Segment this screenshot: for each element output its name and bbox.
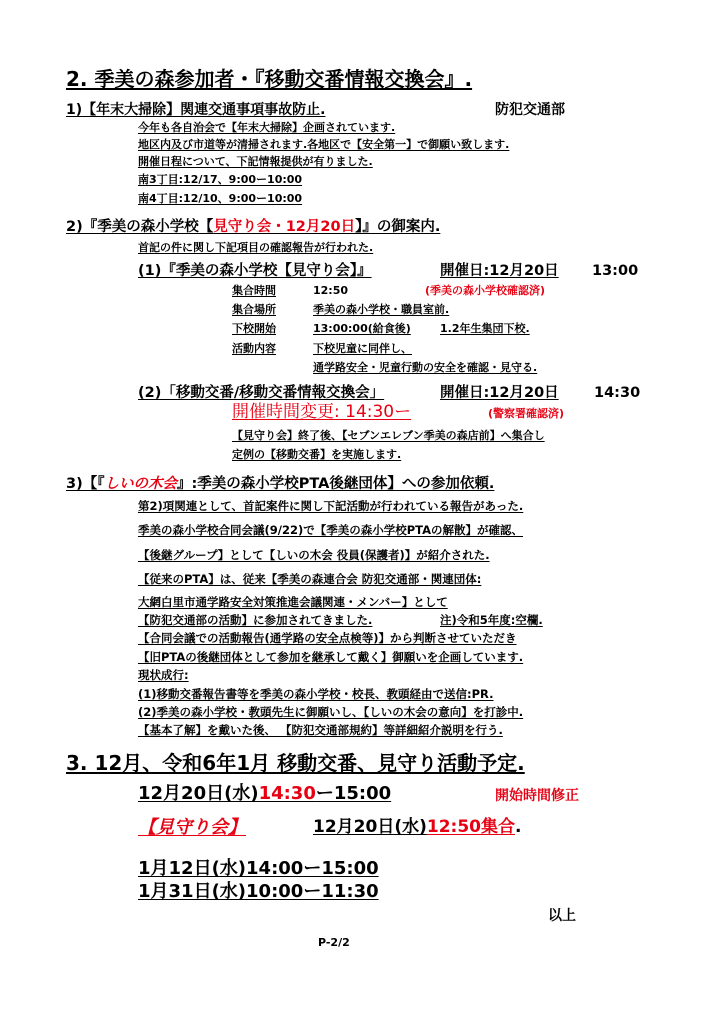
sub-1-row-4-label: 活動内容 bbox=[232, 342, 276, 355]
item-3-heading-highlight: しいの木会 bbox=[104, 476, 177, 492]
sub-1-row-4-value-2: 通学路安全・児童行動の安全を確認・見守る. bbox=[313, 361, 538, 374]
closing-text: 以上 bbox=[548, 908, 576, 924]
item-2-heading-pre: 2)『季美の森小学校【 bbox=[66, 219, 214, 235]
page-number: P-2/2 bbox=[318, 936, 350, 949]
sub-1-date: 開催日:12月20日 bbox=[440, 263, 559, 279]
schedule-2-label: 【見守り会】 bbox=[138, 817, 246, 838]
schedule-1-end: ー15:00 bbox=[315, 783, 392, 804]
item-3-line-1: 第2)項関連として、首記案件に関し下記活動が行われている報告があった. bbox=[138, 499, 524, 513]
schedule-2-date: 12月20日(水) bbox=[313, 817, 427, 837]
sub-1-row-1-note: (季美の森小学校確認済) bbox=[425, 284, 546, 297]
schedule-2-time: 12:50集合 bbox=[426, 817, 515, 837]
item-1-line-1: 今年も各自治会で【年末大掃除】企画されています. bbox=[138, 121, 396, 134]
item-3-line-5: 大網白里市通学路安全対策推進会議関連・メンバー】として bbox=[138, 595, 448, 609]
schedule-2-post: . bbox=[514, 817, 522, 837]
sub-2-date: 開催日:12月20日 bbox=[440, 385, 559, 401]
sub-1-row-3-note: 1.2年生集団下校. bbox=[440, 322, 530, 335]
item-2-heading bbox=[66, 219, 440, 236]
item-3-heading-post: 』:季美の森小学校PTA後継団体】への参加依頼. bbox=[176, 476, 495, 492]
sub-1-row-3-label: 下校開始 bbox=[232, 322, 276, 335]
item-2-heading-post: 】』の御案内. bbox=[355, 219, 441, 235]
sub-2-time: 14:30 bbox=[594, 385, 641, 401]
item-3-line-4: 【従来のPTA】は、従来【季美の森連合会 防犯交通部・関連団体: bbox=[138, 572, 482, 586]
sub-2-line-2: 定例の【移動交番】を実施します. bbox=[232, 448, 402, 461]
item-3-line-10: (1)移動交番報告書等を季美の森小学校・校長、教頭経由で送信:PR. bbox=[138, 687, 494, 701]
item-3-line-7: 【合同会議での活動報告(通学路の安全点検等)】から判断させていただき bbox=[138, 631, 517, 645]
sub-1-time: 13:00 bbox=[592, 263, 639, 279]
item-2-intro: 首記の件に関し下記項目の確認報告が行われた. bbox=[138, 241, 374, 254]
item-1-line-5: 南4丁目:12/10、9:00ー10:00 bbox=[138, 192, 303, 205]
item-3-line-8: 【旧PTAの後継団体として参加を継承して戴く】御願いを企画しています. bbox=[138, 650, 524, 664]
section-2-title: 2. 季美の森参加者・『移動交番情報交換会』. bbox=[66, 67, 473, 91]
item-3-line-3: 【後継グループ】として【しいの木会 役員(保護者)】が紹介された. bbox=[138, 548, 490, 562]
item-1-heading: 1)【年末大掃除】関連交通事項事故防止. bbox=[66, 102, 326, 118]
sub-1-row-1-label: 集合時間 bbox=[232, 284, 276, 297]
sub-1-row-4-value: 下校児童に同伴し、 bbox=[313, 342, 412, 355]
schedule-3: 1月12日(水)14:00ー15:00 bbox=[138, 858, 379, 879]
item-3-line-6a: 【防犯交通部の活動】に参加されてきました. bbox=[138, 613, 373, 627]
schedule-1-date: 12月20日(水) bbox=[138, 783, 259, 804]
item-3-line-2: 季美の森小学校合同会議(9/22)で【季美の森小学校PTAの解散】が確認、 bbox=[138, 523, 523, 537]
section-3-title: 3. 12月、令和6年1月 移動交番、見守り活動予定. bbox=[66, 751, 525, 775]
schedule-1-start: 14:30 bbox=[258, 783, 316, 804]
sub-2-line-1: 【見守り会】終了後、【セブンエレブン季美の森店前】へ集合し bbox=[232, 429, 545, 442]
item-2-heading-highlight: 見守り会・12月20日 bbox=[213, 219, 356, 235]
sub-2-title: (2)「移動交番/移動交番情報交換会」 bbox=[138, 385, 385, 401]
sub-2-time-change: 開催時間変更: 14:30ー bbox=[232, 402, 412, 422]
item-3-line-6b: 注)令和5年度:空欄. bbox=[440, 613, 543, 627]
item-1-line-3: 開催日程について、下記情報提供が有りました. bbox=[138, 155, 373, 168]
item-3-heading-pre: 3)【『 bbox=[66, 476, 105, 492]
sub-2-note: (警察署確認済) bbox=[488, 407, 565, 420]
item-3-line-11: (2)季美の森小学校・教頭先生に御願いし、【しいの木会の意向】を打診中. bbox=[138, 705, 524, 719]
item-3-line-12: 【基本了解】を戴いた後、 【防犯交通部規約】等詳細紹介説明を行う. bbox=[138, 723, 503, 737]
item-3-line-9: 現状成行: bbox=[138, 668, 189, 682]
sub-1-row-2-label: 集合場所 bbox=[232, 303, 276, 316]
sub-1-title: (1)『季美の森小学校【見守り会】』 bbox=[138, 263, 372, 279]
item-1-line-4: 南3丁目:12/17、9:00ー10:00 bbox=[138, 173, 303, 186]
sub-1-row-3-value: 13:00:00(給食後) bbox=[313, 322, 411, 335]
schedule-1-note: 開始時間修正 bbox=[495, 788, 579, 804]
schedule-4: 1月31日(水)10:00ー11:30 bbox=[138, 881, 379, 902]
item-3-heading bbox=[66, 476, 494, 493]
item-1-dept: 防犯交通部 bbox=[495, 102, 565, 118]
schedule-2 bbox=[313, 818, 521, 838]
sub-1-row-1-value: 12:50 bbox=[313, 284, 349, 297]
schedule-1 bbox=[138, 784, 391, 805]
item-1-line-2: 地区内及び市道等が清掃されます.各地区で【安全第一】で御願い致します. bbox=[138, 138, 510, 151]
sub-1-row-2-value: 季美の森小学校・職員室前. bbox=[313, 303, 450, 316]
